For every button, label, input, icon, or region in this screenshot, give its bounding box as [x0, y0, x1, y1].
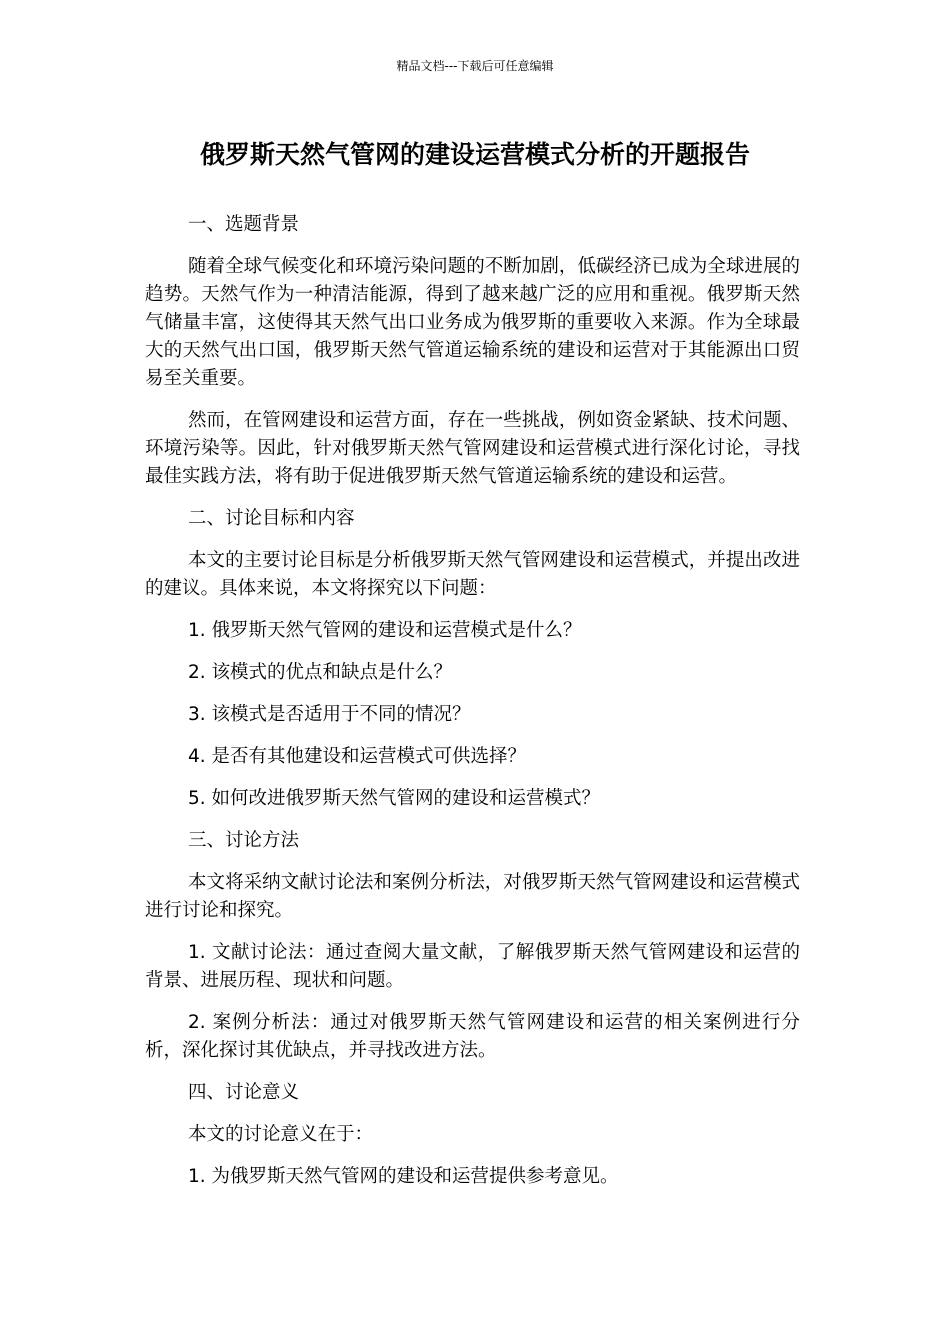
section-heading-objectives: 二、讨论目标和内容: [188, 508, 355, 529]
paragraph-objectives: 本文的主要讨论目标是分析俄罗斯天然气管网建设和运营模式，并提出改进的建议。具体来说，本文将探究以下问题：: [145, 550, 800, 599]
section-heading-methods: 三、讨论方法: [188, 830, 300, 851]
question-item-2: 2. 该模式的优点和缺点是什么？: [188, 662, 453, 683]
section-heading-background: 一、选题背景: [188, 214, 300, 235]
section-heading-significance: 四、讨论意义: [188, 1082, 300, 1103]
significance-item-1: 1. 为俄罗斯天然气管网的建设和运营提供参考意见。: [188, 1166, 619, 1187]
paragraph-background-2: 然而，在管网建设和运营方面，存在一些挑战，例如资金紧缺、技术问题、环境污染等。因此，针对俄罗斯天然气管网建设和运营模式进行深化讨论，寻找最佳实践方法，将有助于促进俄罗斯天然气管道运输系统的建设和运营。: [145, 410, 800, 487]
header-note: 精品文档---下载后可任意编辑: [396, 59, 554, 73]
question-item-1: 1. 俄罗斯天然气管网的建设和运营模式是什么？: [188, 620, 582, 641]
document-title: 俄罗斯天然气管网的建设运营模式分析的开题报告: [199, 140, 750, 169]
paragraph-background-1: 随着全球气候变化和环境污染问题的不断加剧，低碳经济已成为全球进展的趋势。天然气作为一种清洁能源，得到了越来越广泛的应用和重视。俄罗斯天然气储量丰富，这使得其天然气出口业务成为俄罗斯的重要收入来源。作为全球最大的天然气出口国，俄罗斯天然气管道运输系统的建设和运营对于其能源出口贸易至关重要。: [145, 256, 800, 389]
method-item-1: 1. 文献讨论法：通过查阅大量文献，了解俄罗斯天然气管网建设和运营的背景、进展历程、现状和问题。: [145, 942, 800, 991]
question-item-4: 4. 是否有其他建设和运营模式可供选择？: [188, 746, 527, 767]
document-body: [145, 211, 800, 1205]
method-item-2: 2. 案例分析法：通过对俄罗斯天然气管网建设和运营的相关案例进行分析，深化探讨其优缺点，并寻找改进方法。: [145, 1012, 800, 1061]
question-item-5: 5. 如何改进俄罗斯天然气管网的建设和运营模式？: [188, 788, 601, 809]
paragraph-significance: 本文的讨论意义在于：: [188, 1124, 374, 1145]
paragraph-methods: 本文将采纳文献讨论法和案例分析法，对俄罗斯天然气管网建设和运营模式进行讨论和探究。: [145, 872, 800, 921]
question-item-3: 3. 该模式是否适用于不同的情况？: [188, 704, 471, 725]
